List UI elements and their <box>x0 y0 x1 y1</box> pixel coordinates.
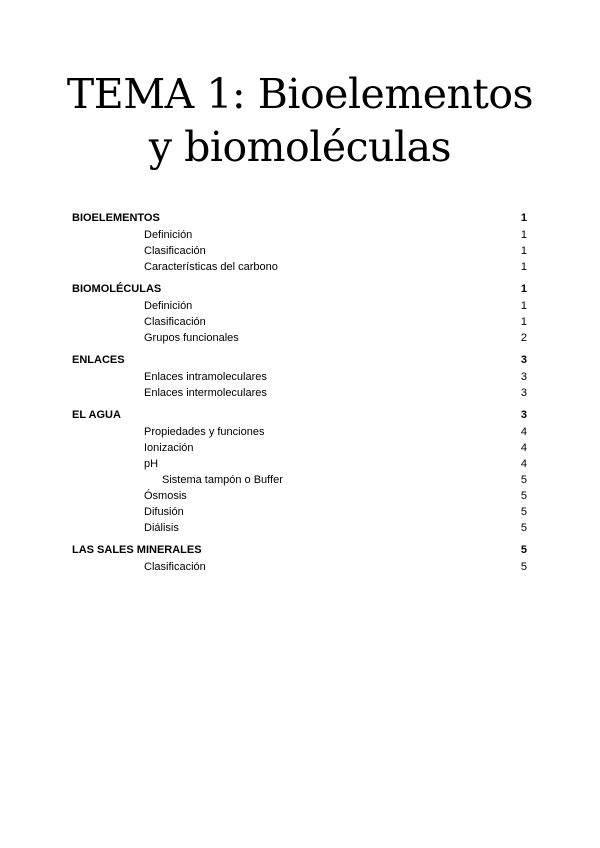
toc-entry-label: Clasificación <box>144 316 206 328</box>
toc-page-number: 5 <box>520 490 527 502</box>
toc-entry-label: Ósmosis <box>144 490 187 502</box>
toc-entry-heading[interactable] <box>72 210 527 227</box>
toc-entry-heading[interactable] <box>72 542 527 559</box>
toc-entry-heading[interactable] <box>72 407 527 424</box>
toc-section <box>72 352 527 401</box>
toc-entry[interactable] <box>72 330 527 346</box>
toc-entry-label: Definición <box>144 229 193 241</box>
toc-entry[interactable] <box>72 559 527 575</box>
toc-page-number: 5 <box>520 522 527 534</box>
toc-page-number: 3 <box>520 387 527 399</box>
toc-page-number: 4 <box>520 442 527 454</box>
page-title <box>0 68 600 174</box>
toc-page-number: 3 <box>520 409 527 421</box>
toc-page-number: 3 <box>520 371 527 383</box>
toc-page-number: 2 <box>520 332 527 344</box>
toc-entry-label: Enlaces intermoleculares <box>144 387 267 399</box>
toc-entry-label: Diálisis <box>144 522 179 534</box>
toc-entry-label: Clasificación <box>144 245 206 257</box>
toc-entry-heading[interactable] <box>72 352 527 369</box>
toc-page-number: 5 <box>520 561 527 573</box>
toc-entry[interactable] <box>72 488 527 504</box>
toc-entry-label: Características del carbono <box>144 261 278 273</box>
toc-page-number: 1 <box>520 300 527 312</box>
toc-section <box>72 210 527 275</box>
toc-entry[interactable] <box>72 369 527 385</box>
toc-entry-label: BIOELEMENTOS <box>72 212 160 224</box>
toc-page-number: 1 <box>520 316 527 328</box>
toc-entry-label: Difusión <box>144 506 184 518</box>
toc-entry-label: Definición <box>144 300 193 312</box>
toc-page-number: 5 <box>520 544 527 556</box>
toc-entry-label: EL AGUA <box>72 409 121 421</box>
toc-page-number: 5 <box>520 506 527 518</box>
toc-entry-label: LAS SALES MINERALES <box>72 544 202 556</box>
table-of-contents <box>72 210 527 581</box>
toc-section <box>72 407 527 536</box>
toc-entry-label: Clasificación <box>144 561 206 573</box>
toc-entry-label: Ionización <box>144 442 194 454</box>
toc-entry[interactable] <box>72 520 527 536</box>
toc-page-number: 1 <box>520 229 527 241</box>
toc-entry-label: Enlaces intramoleculares <box>144 371 267 383</box>
toc-entry[interactable] <box>72 243 527 259</box>
toc-section <box>72 281 527 346</box>
toc-page-number: 1 <box>520 283 527 295</box>
toc-entry[interactable] <box>72 259 527 275</box>
toc-entry-label: BIOMOLÉCULAS <box>72 283 162 295</box>
toc-page-number: 1 <box>520 212 527 224</box>
toc-entry[interactable] <box>72 424 527 440</box>
toc-entry[interactable] <box>72 472 527 488</box>
toc-page-number: 1 <box>520 261 527 273</box>
toc-entry[interactable] <box>72 504 527 520</box>
toc-entry[interactable] <box>72 385 527 401</box>
toc-page-number: 4 <box>520 426 527 438</box>
toc-entry[interactable] <box>72 314 527 330</box>
toc-section <box>72 542 527 575</box>
toc-entry-label: ENLACES <box>72 354 125 366</box>
toc-entry-label: pH <box>144 458 159 470</box>
toc-entry[interactable] <box>72 440 527 456</box>
toc-entry-label: Sistema tampón o Buffer <box>162 474 283 486</box>
toc-entry[interactable] <box>72 298 527 314</box>
toc-entry-heading[interactable] <box>72 281 527 298</box>
toc-entry[interactable] <box>72 227 527 243</box>
toc-entry-label: Propiedades y funciones <box>144 426 265 438</box>
toc-page-number: 1 <box>520 245 527 257</box>
toc-page-number: 3 <box>520 354 527 366</box>
toc-page-number: 5 <box>520 474 527 486</box>
title-line-2: y biomoléculas <box>148 123 452 171</box>
toc-page-number: 4 <box>520 458 527 470</box>
toc-entry-label: Grupos funcionales <box>144 332 239 344</box>
toc-entry[interactable] <box>72 456 527 472</box>
title-line-1: TEMA 1: Bioelementos <box>66 70 534 118</box>
